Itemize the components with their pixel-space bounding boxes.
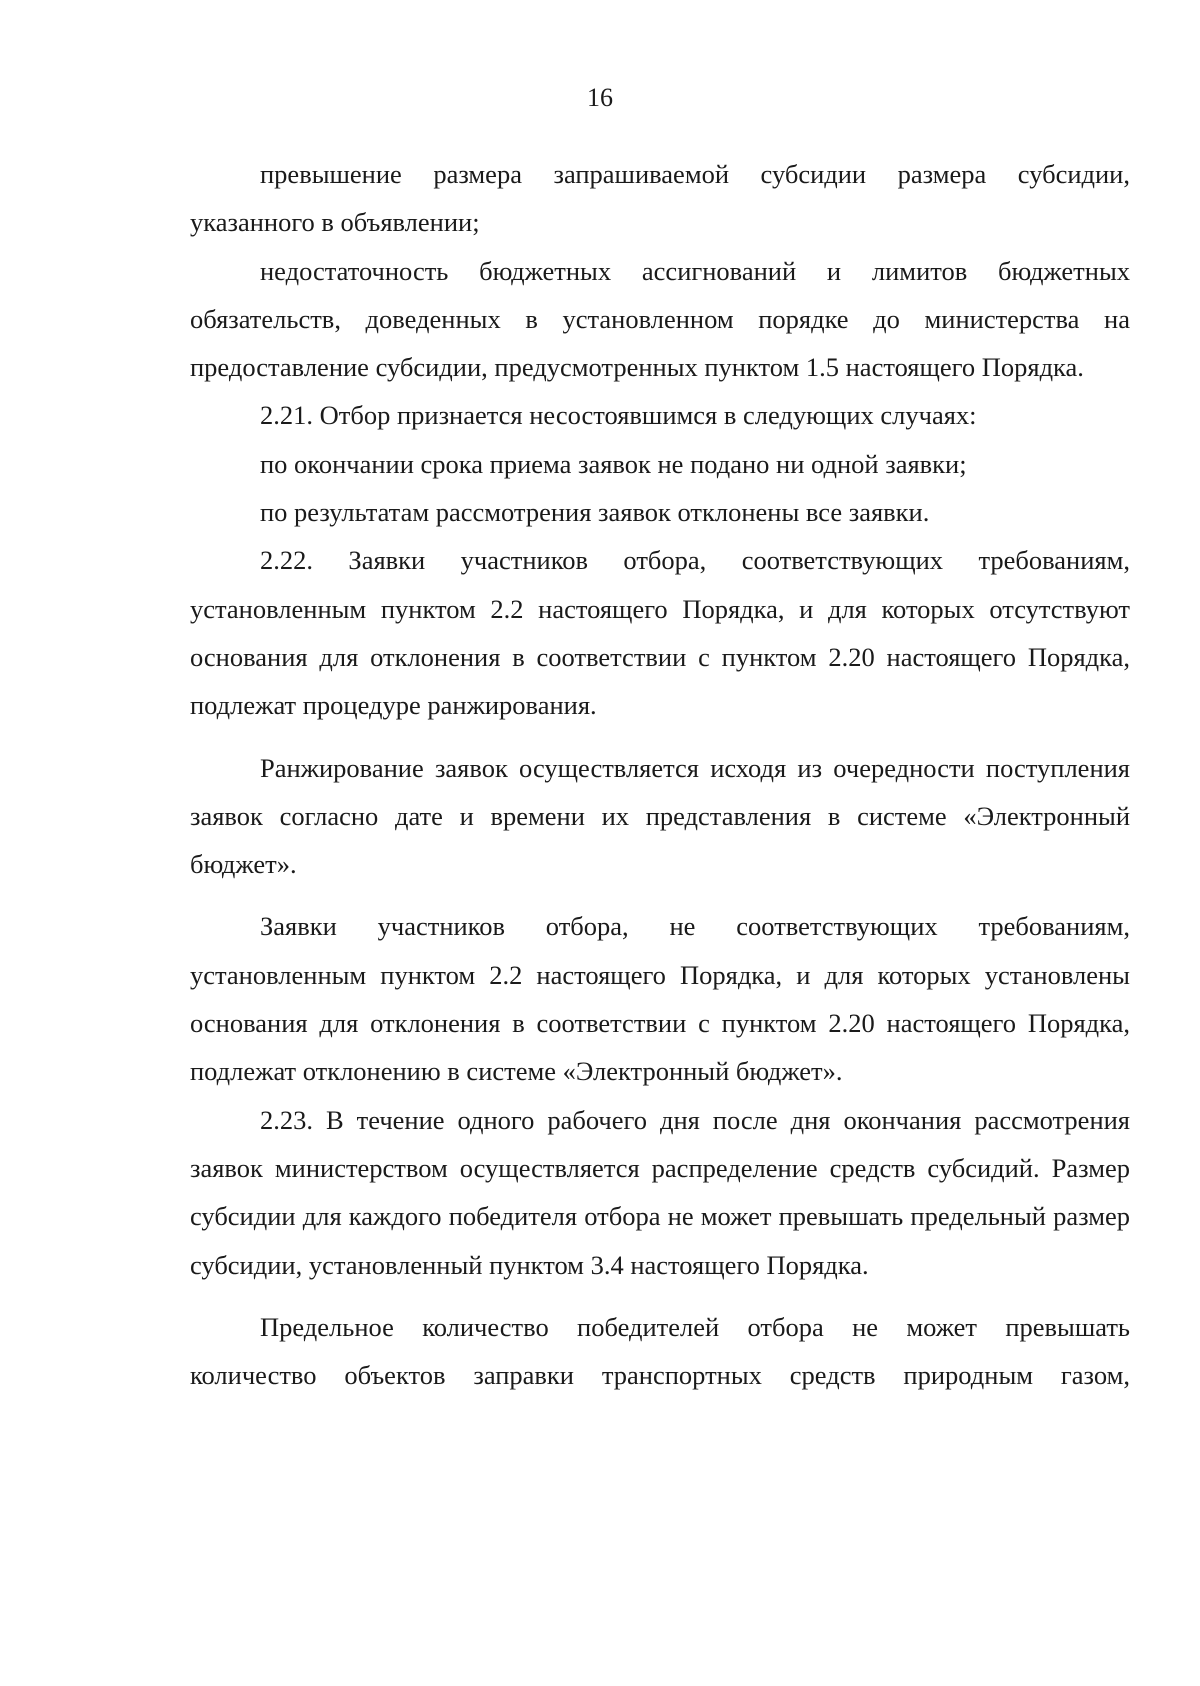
paragraph: Заявки участников отбора, не соответствующих требованиям, установленным пунктом 2.2 настоящего Порядка, и для которых установлены основания для отклонения в соответствии с пунктом 2.20 настоящего Порядка, подлежат отклонению в системе «Электронный бюджет». [190,911,1130,1087]
paragraph: превышение размера запрашиваемой субсидии размера субсидии, указанного в объявлении; [190,159,1130,238]
paragraph: Предельное количество победителей отбора не может превышать количество объектов заправки транспортных средств природным газом, [190,1311,1130,1391]
paragraph: 2.22. Заявки участников отбора, соответствующих требованиям, установленным пунктом 2.2 настоящего Порядка, и для которых отсутствуют основания для отклонения в соответствии с пунктом 2.20 настоящего Порядка, подлежат процедуре ранжирования. [190,545,1130,721]
paragraph: 2.21. Отбор признается несостоявшимся в следующих случаях: [260,400,977,431]
document-body [190,150,1130,1399]
paragraph: по окончании срока приема заявок не подано ни одной заявки; [260,448,967,479]
paragraph: 2.23. В течение одного рабочего дня после дня окончания рассмотрения заявок министерством осуществляется распределение средств субсидий. Размер субсидии для каждого победителя отбора не может превышать предельный размер субсидии, установленный пунктом 3.4 настоящего Порядка. [190,1104,1130,1280]
page-number: 16 [587,83,613,112]
paragraph: Ранжирование заявок осуществляется исходя из очередности поступления заявок согласно дате и времени их представления в системе «Электронный бюджет». [190,752,1130,880]
paragraph: по результатам рассмотрения заявок отклонены все заявки. [260,497,930,528]
paragraph: недостаточность бюджетных ассигнований и лимитов бюджетных обязательств, доведенных в установленном порядке до министерства на предоставление субсидии, предусмотренных пунктом 1.5 настоящего Порядка. [190,255,1130,383]
